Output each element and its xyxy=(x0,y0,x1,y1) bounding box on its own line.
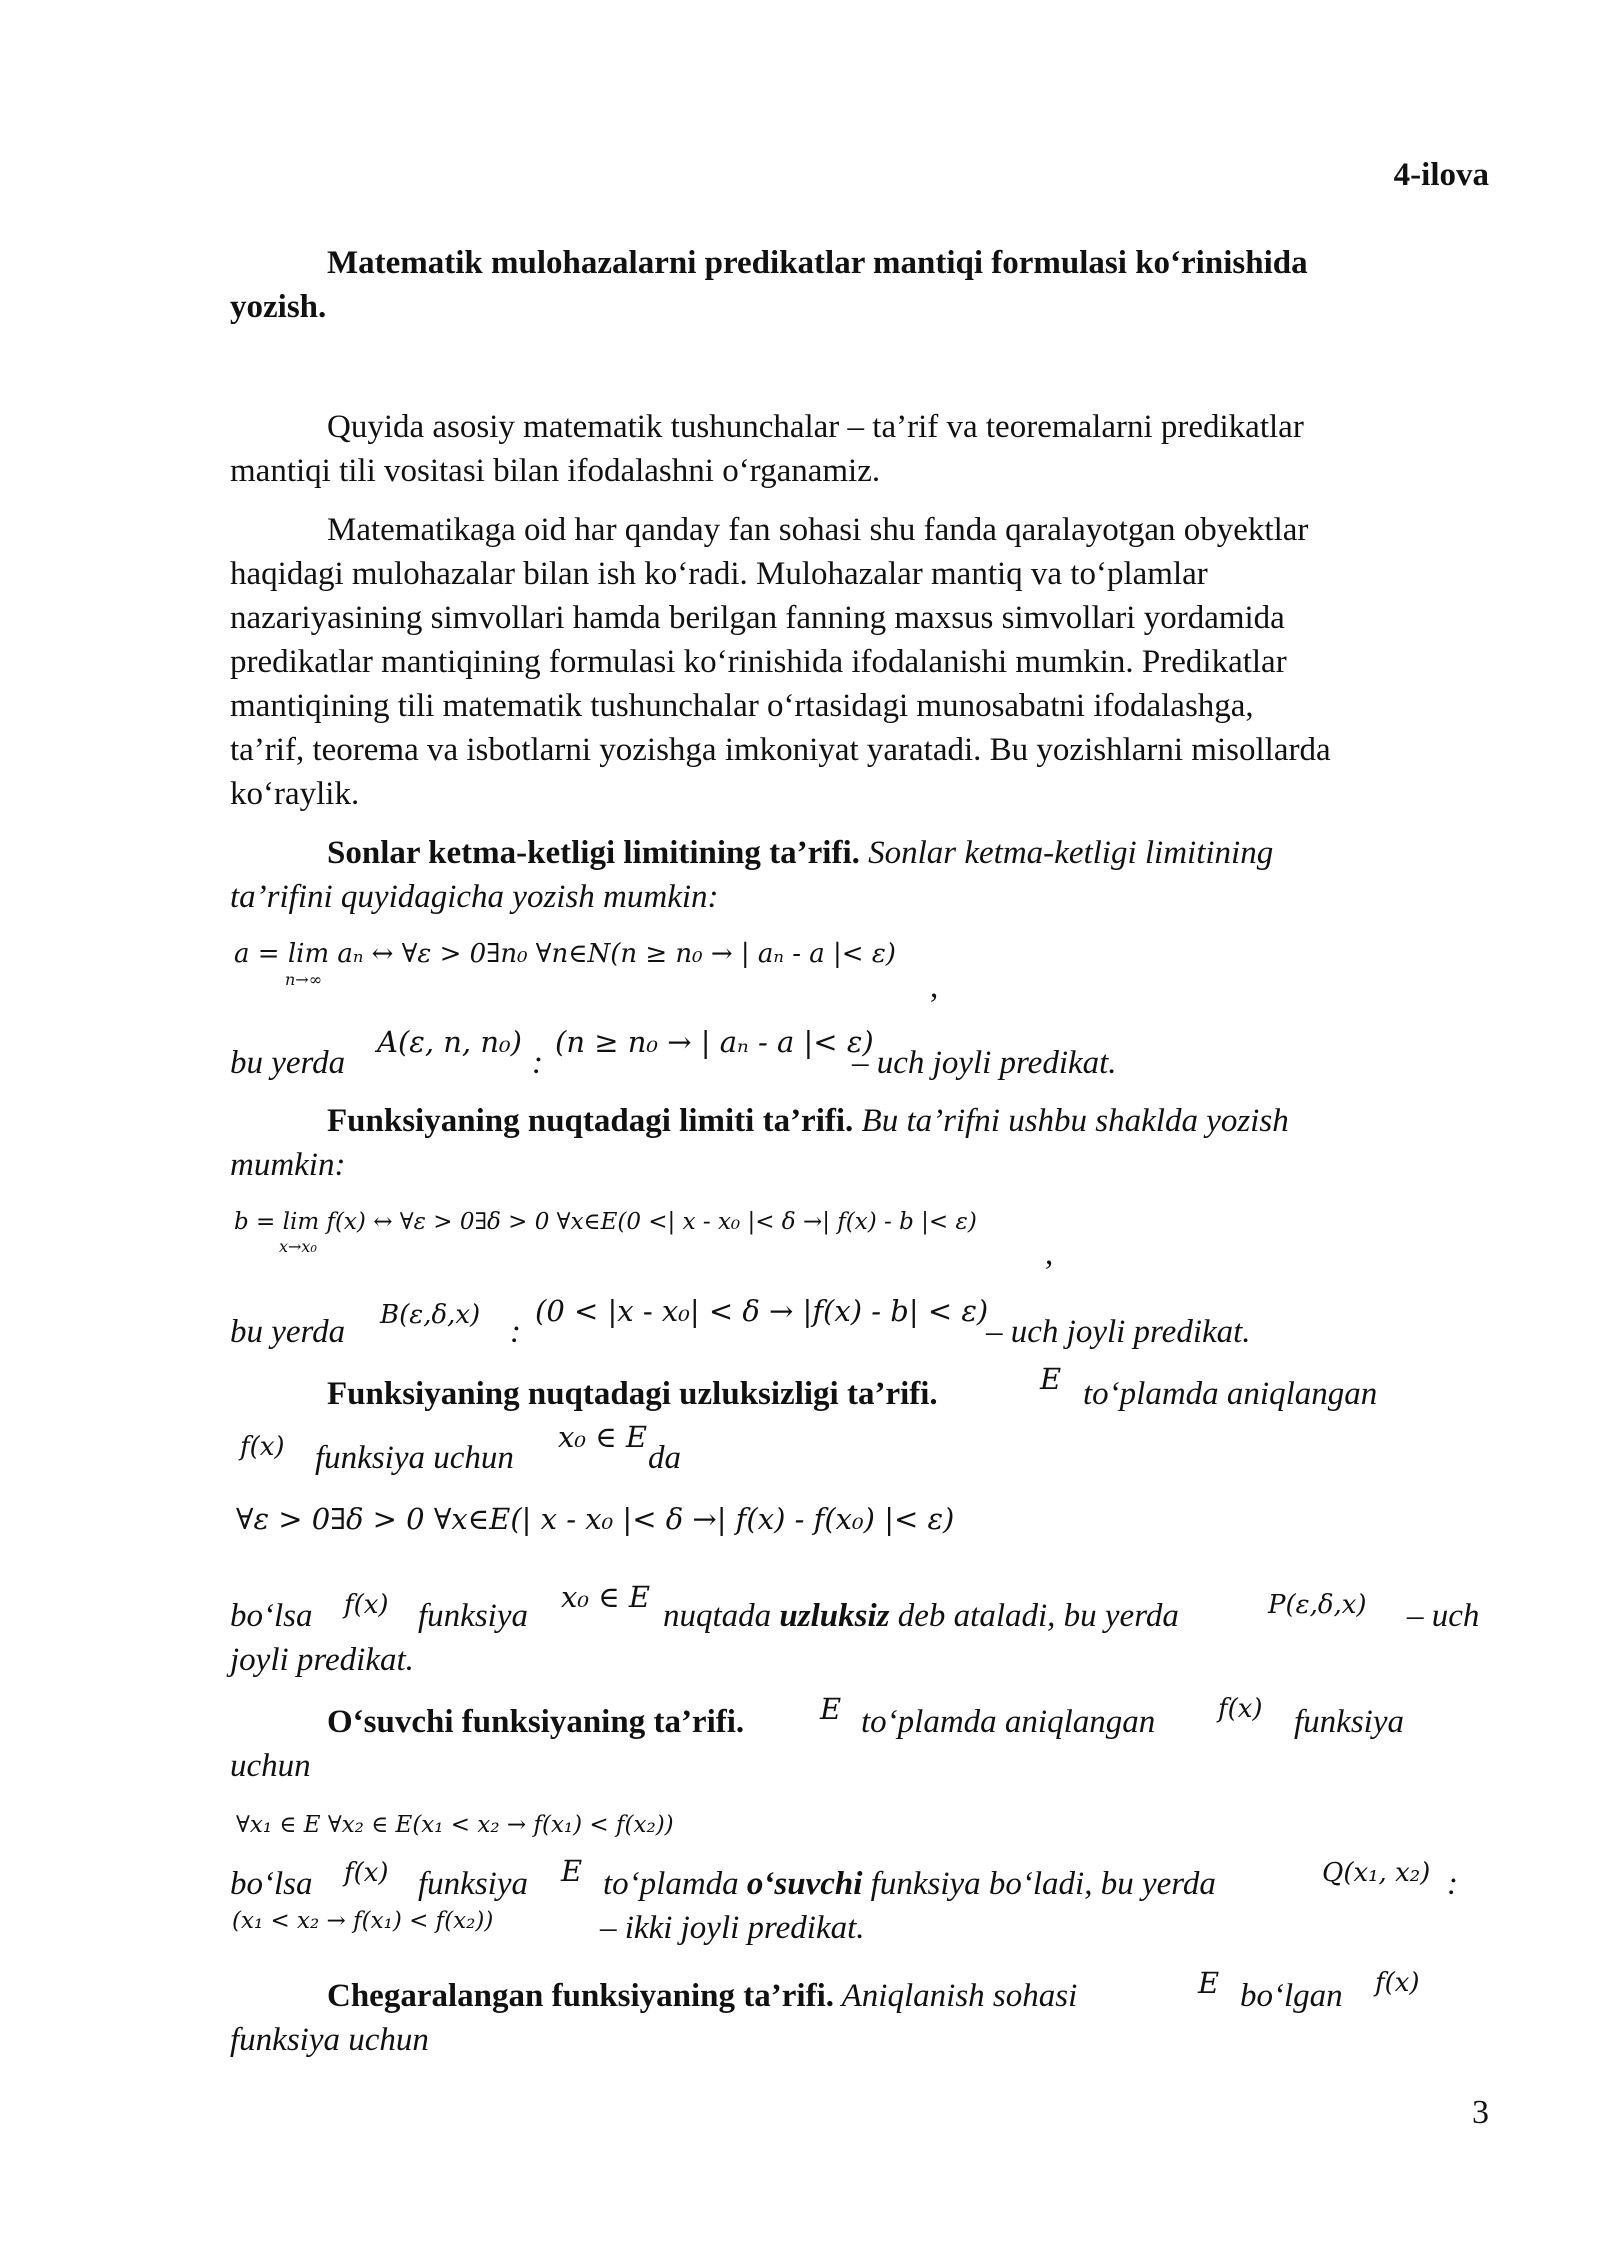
cont-predicate: P(ε,δ,x) xyxy=(1268,1590,1367,1620)
incr-text-6a: to‘plamda xyxy=(603,1866,747,1902)
incr-predicate-definition: (x₁ < x₂ → f(x₁) < f(x₂)) xyxy=(232,1908,494,1934)
incr-set-e-2: E xyxy=(561,1854,583,1888)
seq-text-2: ta’rifini quyidagicha yozish mumkin: xyxy=(230,879,719,915)
cont-heading: Funksiyaning nuqtadagi uzluksizligi ta’rifi. xyxy=(327,1376,938,1412)
lim-text-2: mumkin: xyxy=(230,1147,346,1183)
cont-fx-2: f(x) xyxy=(344,1590,389,1620)
intro-line-2: mantiqi tili vositasi bilan ifodalashni o‘rganamiz. xyxy=(230,453,881,489)
cont-text-4: bo‘lsa xyxy=(230,1598,313,1634)
cont-text-9: joyli predikat. xyxy=(230,1642,414,1678)
incr-text-1: to‘plamda aniqlangan xyxy=(861,1704,1156,1740)
incr-text-6 xyxy=(603,1862,1216,1906)
lim-text-1: Bu ta’rifni ushbu shaklda yozish xyxy=(853,1103,1289,1139)
seq-tail: – uch joyli predikat. xyxy=(852,1045,1117,1081)
para2-line-4: predikatlar mantiqining formulasi ko‘rinishida ifodalanishi mumkin. Predikatlar xyxy=(230,644,1287,680)
bound-text-2: bo‘lgan xyxy=(1240,1978,1343,2014)
lim-heading: Funksiyaning nuqtadagi limiti ta’rifi. xyxy=(327,1103,854,1139)
incr-text-5: funksiya xyxy=(418,1866,528,1902)
incr-fx: f(x) xyxy=(1218,1694,1263,1724)
para2-line-3: nazariyasining simvollari hamda berilgan fanning maxsus simvollari yordamida xyxy=(230,600,1285,636)
para2-line-6: ta’rif, teorema va isbotlarni yozishga imkoniyat yaratadi. Bu yozishlarni misollarda xyxy=(230,732,1331,768)
para2-line-2: haqidagi mulohazalar bilan ish ko‘radi. Mulohazalar mantiq va to‘plamlar xyxy=(230,556,1208,592)
cont-text-5: funksiya xyxy=(418,1598,528,1634)
lim-predicate-definition: (0 < |x - x₀| < δ → |f(x) - b| < ε) xyxy=(535,1294,989,1328)
cont-text-7: deb ataladi, bu yerda xyxy=(889,1598,1179,1634)
cont-text-6a: nuqtada xyxy=(663,1598,780,1634)
seq-definition-line-1 xyxy=(327,831,1273,875)
incr-fx-2: f(x) xyxy=(344,1858,389,1888)
lim-formula-comma: , xyxy=(1045,1236,1054,1272)
cont-x0-in-e: x₀ ∈ E xyxy=(558,1420,648,1454)
annex-label: 4-ilova xyxy=(1393,157,1489,193)
seq-heading: Sonlar ketma-ketligi limitining ta’rifi. xyxy=(327,835,860,871)
cont-strong: uzluksiz xyxy=(779,1598,890,1634)
seq-formula: a = lim aₙ ↔ ∀ε > 0∃n₀ ∀n∈N(n ≥ n₀ → | aₙ - a |< ε) xyxy=(234,939,896,969)
title-line-2: yozish. xyxy=(230,289,327,325)
para2-line-5: mantiqining tili matematik tushunchalar o‘rtasidagi munosabatni ifodalashga, xyxy=(230,688,1254,724)
incr-tail: – ikki joyli predikat. xyxy=(600,1910,865,1946)
lim-formula-limit-sub: x→x₀ xyxy=(279,1237,317,1256)
cont-set-e: E xyxy=(1040,1362,1062,1396)
bound-text-1: Aniqlanish sohasi xyxy=(834,1978,1078,2014)
cont-text-8: – uch xyxy=(1407,1598,1480,1634)
incr-colon: : xyxy=(1447,1866,1458,1902)
incr-heading: O‘suvchi funksiyaning ta’rifi. xyxy=(327,1704,745,1740)
incr-text-2: funksiya xyxy=(1294,1704,1404,1740)
bound-heading: Chegaralangan funksiyaning ta’rifi. xyxy=(327,1978,834,2014)
para2-line-1: Matematikaga oid har qanday fan sohasi shu fanda qaralayotgan obyektlar xyxy=(327,512,1309,548)
cont-x0-in-e-2: x₀ ∈ E xyxy=(561,1580,651,1614)
cont-text-3: da xyxy=(648,1440,681,1476)
incr-text-7: funksiya bo‘ladi, bu yerda xyxy=(862,1866,1216,1902)
incr-set-e: E xyxy=(820,1692,842,1726)
lim-definition-line-1 xyxy=(327,1099,1289,1143)
seq-predicate-definition: (n ≥ n₀ → | aₙ - a |< ε) xyxy=(555,1025,874,1059)
cont-text-6 xyxy=(663,1594,1179,1638)
lim-tail: – uch joyli predikat. xyxy=(986,1314,1251,1350)
incr-text-3: uchun xyxy=(230,1748,311,1784)
cont-text-2: funksiya uchun xyxy=(315,1440,514,1476)
seq-predicate: A(ε, n, n₀) xyxy=(377,1025,522,1059)
cont-text-1: to‘plamda aniqlangan xyxy=(1083,1376,1378,1412)
lim-colon: : xyxy=(510,1314,521,1350)
bound-definition-line-1 xyxy=(327,1974,1077,2018)
incr-strong: o‘suvchi xyxy=(746,1866,863,1902)
cont-formula: ∀ε > 0∃δ > 0 ∀x∈E(| x - x₀ |< δ →| f(x) - f(x₀) |< ε) xyxy=(236,1502,955,1536)
lim-predicate: B(ε,δ,x) xyxy=(380,1300,481,1330)
incr-text-4: bo‘lsa xyxy=(230,1866,313,1902)
cont-fx: f(x) xyxy=(240,1432,285,1462)
seq-formula-comma: , xyxy=(930,969,939,1005)
intro-line-1: Quyida asosiy matematik tushunchalar – ta’rif va teoremalarni predikatlar xyxy=(327,409,1304,445)
lim-where: bu yerda xyxy=(230,1314,346,1350)
title-line-1: Matematik mulohazalarni predikatlar mantiqi formulasi ko‘rinishida xyxy=(327,245,1308,281)
lim-formula: b = lim f(x) ↔ ∀ε > 0∃δ > 0 ∀x∈E(0 <| x - x₀ |< δ →| f(x) - b |< ε) xyxy=(234,1209,977,1235)
seq-formula-limit-sub: n→∞ xyxy=(285,970,323,989)
seq-where: bu yerda xyxy=(230,1045,346,1081)
bound-fx: f(x) xyxy=(1375,1968,1420,1998)
incr-formula: ∀x₁ ∈ E ∀x₂ ∈ E(x₁ < x₂ → f(x₁) < f(x₂)) xyxy=(236,1812,674,1838)
bound-text-3: funksiya uchun xyxy=(230,2022,429,2058)
incr-predicate: Q(x₁, x₂) xyxy=(1322,1858,1431,1888)
seq-colon: : xyxy=(532,1045,543,1081)
para2-line-7: ko‘raylik. xyxy=(230,776,360,812)
seq-text-1: Sonlar ketma-ketligi limitining xyxy=(859,835,1274,871)
bound-set-e: E xyxy=(1198,1966,1220,2000)
page-number: 3 xyxy=(1472,2094,1489,2131)
